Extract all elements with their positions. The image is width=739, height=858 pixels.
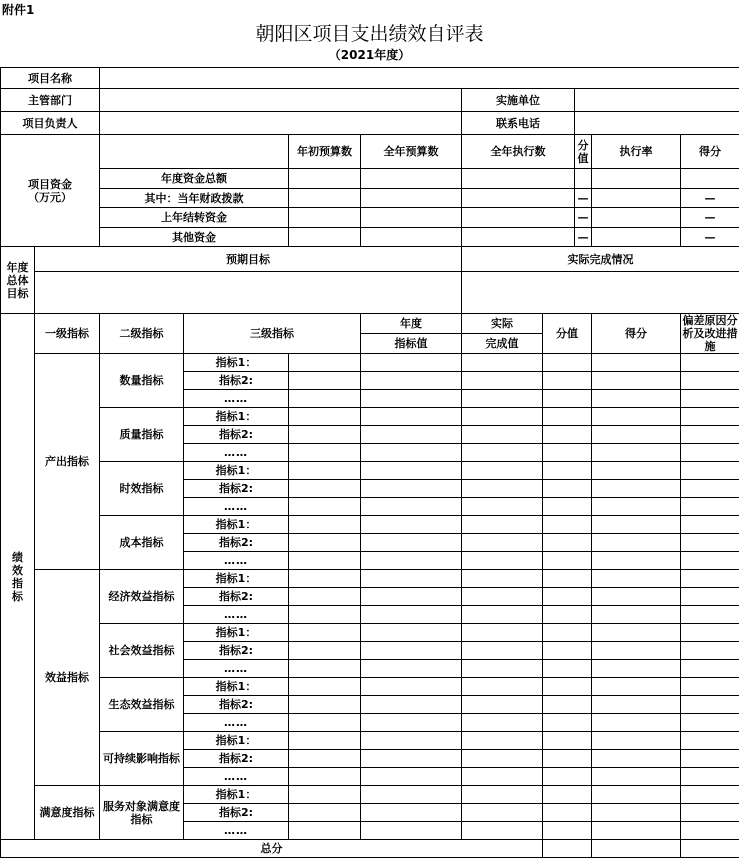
sub-timeliness: 时效指标: [100, 462, 184, 516]
data-cell[interactable]: [462, 498, 543, 516]
data-cell[interactable]: [543, 624, 592, 642]
data-cell[interactable]: [543, 534, 592, 552]
funds-cell[interactable]: [462, 228, 575, 247]
data-cell[interactable]: [361, 678, 462, 696]
indicator-ellipsis: ……: [184, 606, 289, 624]
data-cell[interactable]: [289, 354, 361, 372]
data-cell[interactable]: [361, 768, 462, 786]
indicator-ellipsis: ……: [184, 444, 289, 462]
data-cell[interactable]: [462, 570, 543, 588]
data-cell[interactable]: [361, 588, 462, 606]
expected-goal-header: 预期目标: [35, 247, 462, 272]
funds-cell-dash: —: [681, 228, 739, 247]
funds-row-total-label: 年度资金总额: [100, 169, 289, 189]
funds-cell[interactable]: [361, 169, 462, 189]
data-cell[interactable]: [462, 372, 543, 390]
indicator-1: 指标1：: [184, 732, 289, 750]
data-cell[interactable]: [592, 444, 681, 462]
data-cell[interactable]: [361, 480, 462, 498]
data-cell[interactable]: [543, 786, 592, 804]
impl-unit-label: 实施单位: [462, 89, 575, 112]
data-cell[interactable]: [592, 426, 681, 444]
funds-label-line1: 项目资金: [28, 177, 72, 191]
data-cell[interactable]: [462, 606, 543, 624]
data-cell[interactable]: [361, 462, 462, 480]
data-cell[interactable]: [592, 372, 681, 390]
sub-economic: 经济效益指标: [100, 570, 184, 624]
data-cell[interactable]: [681, 660, 739, 678]
data-cell[interactable]: [681, 372, 739, 390]
indicator-ellipsis: ……: [184, 390, 289, 408]
funds-cell[interactable]: [462, 189, 575, 208]
data-cell[interactable]: [681, 570, 739, 588]
funds-header-initial-budget: 年初预算数: [289, 135, 361, 169]
data-cell[interactable]: [543, 390, 592, 408]
data-cell[interactable]: [462, 642, 543, 660]
data-cell[interactable]: [543, 516, 592, 534]
indicator-ellipsis: ……: [184, 768, 289, 786]
funds-cell-dash: —: [575, 228, 592, 247]
data-cell[interactable]: [462, 354, 543, 372]
header-deviation: 偏差原因分析及改进措施: [681, 314, 739, 354]
header-level2: 二级指标: [100, 314, 184, 354]
data-cell[interactable]: [361, 714, 462, 732]
data-cell[interactable]: [289, 714, 361, 732]
data-cell[interactable]: [543, 588, 592, 606]
funds-cell[interactable]: [361, 228, 462, 247]
data-cell[interactable]: [592, 714, 681, 732]
funds-cell[interactable]: [592, 189, 681, 208]
data-cell[interactable]: [543, 822, 592, 840]
data-cell[interactable]: [289, 660, 361, 678]
data-cell[interactable]: [543, 606, 592, 624]
funds-cell[interactable]: [462, 208, 575, 228]
indicator-2: 指标2:: [184, 480, 289, 498]
data-cell[interactable]: [543, 768, 592, 786]
data-cell[interactable]: [543, 444, 592, 462]
data-cell[interactable]: [289, 768, 361, 786]
dept-label: 主管部门: [1, 89, 100, 112]
data-cell[interactable]: [462, 408, 543, 426]
data-cell[interactable]: [361, 750, 462, 768]
data-cell[interactable]: [462, 552, 543, 570]
data-cell[interactable]: [289, 804, 361, 822]
data-cell[interactable]: [543, 372, 592, 390]
data-cell[interactable]: [462, 516, 543, 534]
indicator-1: 指标1：: [184, 516, 289, 534]
data-cell[interactable]: [592, 732, 681, 750]
data-cell[interactable]: [592, 552, 681, 570]
owner-label: 项目负责人: [1, 112, 100, 135]
funds-header-executed: 全年执行数: [462, 135, 575, 169]
form-subtitle: （2021年度）: [328, 48, 411, 62]
indicator-1: 指标1：: [184, 570, 289, 588]
data-cell[interactable]: [592, 516, 681, 534]
data-cell[interactable]: [289, 642, 361, 660]
data-cell[interactable]: [592, 570, 681, 588]
project-name-label: 项目名称: [1, 68, 100, 89]
data-cell[interactable]: [681, 750, 739, 768]
data-cell[interactable]: [462, 390, 543, 408]
data-cell[interactable]: [543, 714, 592, 732]
data-cell[interactable]: [681, 642, 739, 660]
data-cell[interactable]: [681, 624, 739, 642]
data-cell[interactable]: [592, 804, 681, 822]
actual-completion-value[interactable]: [462, 272, 739, 314]
total-label: 总分: [1, 840, 543, 858]
funds-cell[interactable]: [289, 189, 361, 208]
data-cell[interactable]: [592, 696, 681, 714]
group-benefit: 效益指标: [35, 570, 100, 786]
data-cell[interactable]: [681, 606, 739, 624]
data-cell[interactable]: [592, 606, 681, 624]
funds-cell[interactable]: [592, 228, 681, 247]
data-cell[interactable]: [681, 696, 739, 714]
funds-header-blank: [100, 135, 289, 169]
data-cell[interactable]: [462, 786, 543, 804]
data-cell[interactable]: [592, 354, 681, 372]
data-cell[interactable]: [543, 462, 592, 480]
data-cell[interactable]: [289, 462, 361, 480]
funds-cell-dash: —: [575, 208, 592, 228]
data-cell[interactable]: [289, 822, 361, 840]
data-cell[interactable]: [361, 372, 462, 390]
data-cell[interactable]: [543, 408, 592, 426]
funds-header-exec-rate: 执行率: [592, 135, 681, 169]
perf-indicator-text: 绩效指标: [12, 550, 23, 603]
data-cell[interactable]: [289, 750, 361, 768]
data-cell[interactable]: [361, 390, 462, 408]
data-cell[interactable]: [543, 354, 592, 372]
data-cell[interactable]: [361, 570, 462, 588]
data-cell[interactable]: [543, 426, 592, 444]
funds-cell[interactable]: [462, 169, 575, 189]
data-cell[interactable]: [592, 498, 681, 516]
data-cell[interactable]: [592, 480, 681, 498]
data-cell[interactable]: [462, 696, 543, 714]
indicator-2: 指标2:: [184, 372, 289, 390]
data-cell[interactable]: [462, 804, 543, 822]
funds-cell-dash: —: [681, 189, 739, 208]
data-cell[interactable]: [289, 390, 361, 408]
data-cell[interactable]: [681, 678, 739, 696]
data-cell[interactable]: [543, 750, 592, 768]
data-cell[interactable]: [592, 390, 681, 408]
funds-label: [1, 135, 100, 247]
data-cell[interactable]: [592, 786, 681, 804]
indicator-ellipsis: ……: [184, 498, 289, 516]
data-cell[interactable]: [289, 552, 361, 570]
data-cell[interactable]: [592, 408, 681, 426]
indicator-1: 指标1：: [184, 624, 289, 642]
data-cell[interactable]: [681, 444, 739, 462]
data-cell[interactable]: [543, 696, 592, 714]
data-cell[interactable]: [681, 426, 739, 444]
data-cell[interactable]: [681, 732, 739, 750]
total-remark[interactable]: [681, 840, 739, 858]
project-name-value[interactable]: [100, 68, 739, 89]
data-cell[interactable]: [462, 588, 543, 606]
data-cell[interactable]: [361, 822, 462, 840]
data-cell[interactable]: [592, 534, 681, 552]
data-cell[interactable]: [543, 552, 592, 570]
data-cell[interactable]: [543, 660, 592, 678]
phone-value[interactable]: [575, 112, 739, 135]
total-score[interactable]: [592, 840, 681, 858]
funds-cell[interactable]: [289, 228, 361, 247]
data-cell[interactable]: [462, 768, 543, 786]
data-cell[interactable]: [462, 732, 543, 750]
data-cell[interactable]: [543, 804, 592, 822]
data-cell[interactable]: [361, 354, 462, 372]
indicator-1: 指标1：: [184, 408, 289, 426]
funds-header-annual-budget: 全年预算数: [361, 135, 462, 169]
funds-header-score: 得分: [681, 135, 739, 169]
form-title: 朝阳区项目支出绩效自评表: [255, 23, 484, 45]
funds-row-other-label: 其他资金: [100, 228, 289, 247]
data-cell[interactable]: [681, 588, 739, 606]
data-cell[interactable]: [462, 462, 543, 480]
data-cell[interactable]: [361, 552, 462, 570]
sub-cost: 成本指标: [100, 516, 184, 570]
header-score-value: 分值: [543, 314, 592, 354]
indicator-2: 指标2:: [184, 426, 289, 444]
indicator-2: 指标2:: [184, 750, 289, 768]
data-cell[interactable]: [681, 804, 739, 822]
owner-value[interactable]: [100, 112, 462, 135]
data-cell[interactable]: [592, 624, 681, 642]
data-cell[interactable]: [361, 498, 462, 516]
header-level1: 一级指标: [35, 314, 100, 354]
funds-row-fiscal-label: 其中：当年财政拨款: [100, 189, 289, 208]
data-cell[interactable]: [289, 588, 361, 606]
funds-label-line2: （万元）: [28, 190, 72, 204]
phone-label: 联系电话: [462, 112, 575, 135]
data-cell[interactable]: [681, 786, 739, 804]
data-cell[interactable]: [289, 606, 361, 624]
funds-header-score-value: 分值: [575, 135, 592, 169]
attachment-label: 附件1: [2, 3, 35, 17]
perf-indicator-label: [1, 314, 35, 840]
data-cell[interactable]: [681, 390, 739, 408]
sub-ecological: 生态效益指标: [100, 678, 184, 732]
data-cell[interactable]: [462, 444, 543, 462]
indicator-2: 指标2:: [184, 696, 289, 714]
data-cell[interactable]: [289, 696, 361, 714]
data-cell[interactable]: [681, 768, 739, 786]
data-cell[interactable]: [289, 624, 361, 642]
data-cell[interactable]: [462, 822, 543, 840]
data-cell[interactable]: [289, 516, 361, 534]
data-cell[interactable]: [592, 588, 681, 606]
data-cell[interactable]: [289, 678, 361, 696]
indicator-ellipsis: ……: [184, 822, 289, 840]
data-cell[interactable]: [289, 444, 361, 462]
data-cell[interactable]: [681, 552, 739, 570]
data-cell[interactable]: [681, 480, 739, 498]
data-cell[interactable]: [543, 498, 592, 516]
sub-service: 服务对象满意度指标: [100, 786, 184, 840]
indicator-1: 指标1：: [184, 786, 289, 804]
data-cell[interactable]: [289, 534, 361, 552]
data-cell[interactable]: [289, 426, 361, 444]
data-cell[interactable]: [592, 642, 681, 660]
data-cell[interactable]: [361, 516, 462, 534]
funds-cell[interactable]: [289, 208, 361, 228]
data-cell[interactable]: [361, 786, 462, 804]
funds-cell-dash: —: [681, 208, 739, 228]
data-cell[interactable]: [543, 678, 592, 696]
actual-completion-header: 实际完成情况: [462, 247, 739, 272]
data-cell[interactable]: [462, 678, 543, 696]
data-cell[interactable]: [543, 732, 592, 750]
data-cell[interactable]: [361, 426, 462, 444]
data-cell[interactable]: [592, 750, 681, 768]
indicator-1: 指标1：: [184, 354, 289, 372]
data-cell[interactable]: [592, 678, 681, 696]
indicator-2: 指标2:: [184, 804, 289, 822]
funds-cell[interactable]: [592, 169, 681, 189]
group-satisfaction: 满意度指标: [35, 786, 100, 840]
data-cell[interactable]: [462, 426, 543, 444]
data-cell[interactable]: [361, 624, 462, 642]
sub-quantity: 数量指标: [100, 354, 184, 408]
header-actual-bottom: 完成值: [462, 334, 543, 354]
data-cell[interactable]: [543, 642, 592, 660]
indicator-2: 指标2:: [184, 642, 289, 660]
data-cell[interactable]: [681, 408, 739, 426]
data-cell[interactable]: [681, 498, 739, 516]
group-output: 产出指标: [35, 354, 100, 570]
data-cell[interactable]: [361, 696, 462, 714]
self-evaluation-table: [0, 67, 739, 858]
data-cell[interactable]: [592, 462, 681, 480]
header-annual-bottom: 指标值: [361, 334, 462, 354]
data-cell[interactable]: [462, 624, 543, 642]
sub-social: 社会效益指标: [100, 624, 184, 678]
data-cell[interactable]: [361, 408, 462, 426]
data-cell[interactable]: [543, 480, 592, 498]
data-cell[interactable]: [289, 570, 361, 588]
header-annual-top: 年度: [361, 314, 462, 334]
data-cell[interactable]: [462, 660, 543, 678]
data-cell[interactable]: [592, 822, 681, 840]
indicator-ellipsis: ……: [184, 660, 289, 678]
data-cell[interactable]: [289, 498, 361, 516]
funds-row-carryover-label: 上年结转资金: [100, 208, 289, 228]
impl-unit-value[interactable]: [575, 89, 739, 112]
data-cell[interactable]: [543, 570, 592, 588]
data-cell[interactable]: [462, 750, 543, 768]
funds-cell[interactable]: [289, 169, 361, 189]
funds-cell[interactable]: [681, 169, 739, 189]
funds-cell-dash: —: [575, 189, 592, 208]
data-cell[interactable]: [289, 408, 361, 426]
funds-cell[interactable]: [592, 208, 681, 228]
data-cell[interactable]: [462, 480, 543, 498]
data-cell[interactable]: [361, 642, 462, 660]
indicator-1: 指标1：: [184, 678, 289, 696]
sub-quality: 质量指标: [100, 408, 184, 462]
data-cell[interactable]: [289, 786, 361, 804]
expected-goal-value[interactable]: [35, 272, 462, 314]
header-level3: 三级指标: [184, 314, 361, 354]
indicator-ellipsis: ……: [184, 714, 289, 732]
data-cell[interactable]: [361, 444, 462, 462]
data-cell[interactable]: [289, 732, 361, 750]
funds-cell[interactable]: [361, 189, 462, 208]
data-cell[interactable]: [462, 534, 543, 552]
indicator-1: 指标1：: [184, 462, 289, 480]
data-cell[interactable]: [289, 480, 361, 498]
data-cell[interactable]: [462, 714, 543, 732]
data-cell[interactable]: [681, 714, 739, 732]
funds-cell[interactable]: [575, 169, 592, 189]
data-cell[interactable]: [361, 534, 462, 552]
header-score: 得分: [592, 314, 681, 354]
total-score-value[interactable]: [543, 840, 592, 858]
data-cell[interactable]: [592, 660, 681, 678]
data-cell[interactable]: [681, 462, 739, 480]
data-cell[interactable]: [592, 768, 681, 786]
data-cell[interactable]: [681, 516, 739, 534]
data-cell[interactable]: [361, 660, 462, 678]
data-cell[interactable]: [681, 822, 739, 840]
data-cell[interactable]: [361, 804, 462, 822]
indicator-ellipsis: ……: [184, 552, 289, 570]
sub-sustainable: 可持续影响指标: [100, 732, 184, 786]
data-cell[interactable]: [681, 534, 739, 552]
header-actual-top: 实际: [462, 314, 543, 334]
data-cell[interactable]: [361, 732, 462, 750]
funds-cell[interactable]: [361, 208, 462, 228]
indicator-2: 指标2:: [184, 534, 289, 552]
indicator-2: 指标2:: [184, 588, 289, 606]
data-cell[interactable]: [361, 606, 462, 624]
data-cell[interactable]: [681, 354, 739, 372]
data-cell[interactable]: [289, 372, 361, 390]
annual-goal-label: 年度总体目标: [1, 247, 35, 314]
dept-value[interactable]: [100, 89, 462, 112]
